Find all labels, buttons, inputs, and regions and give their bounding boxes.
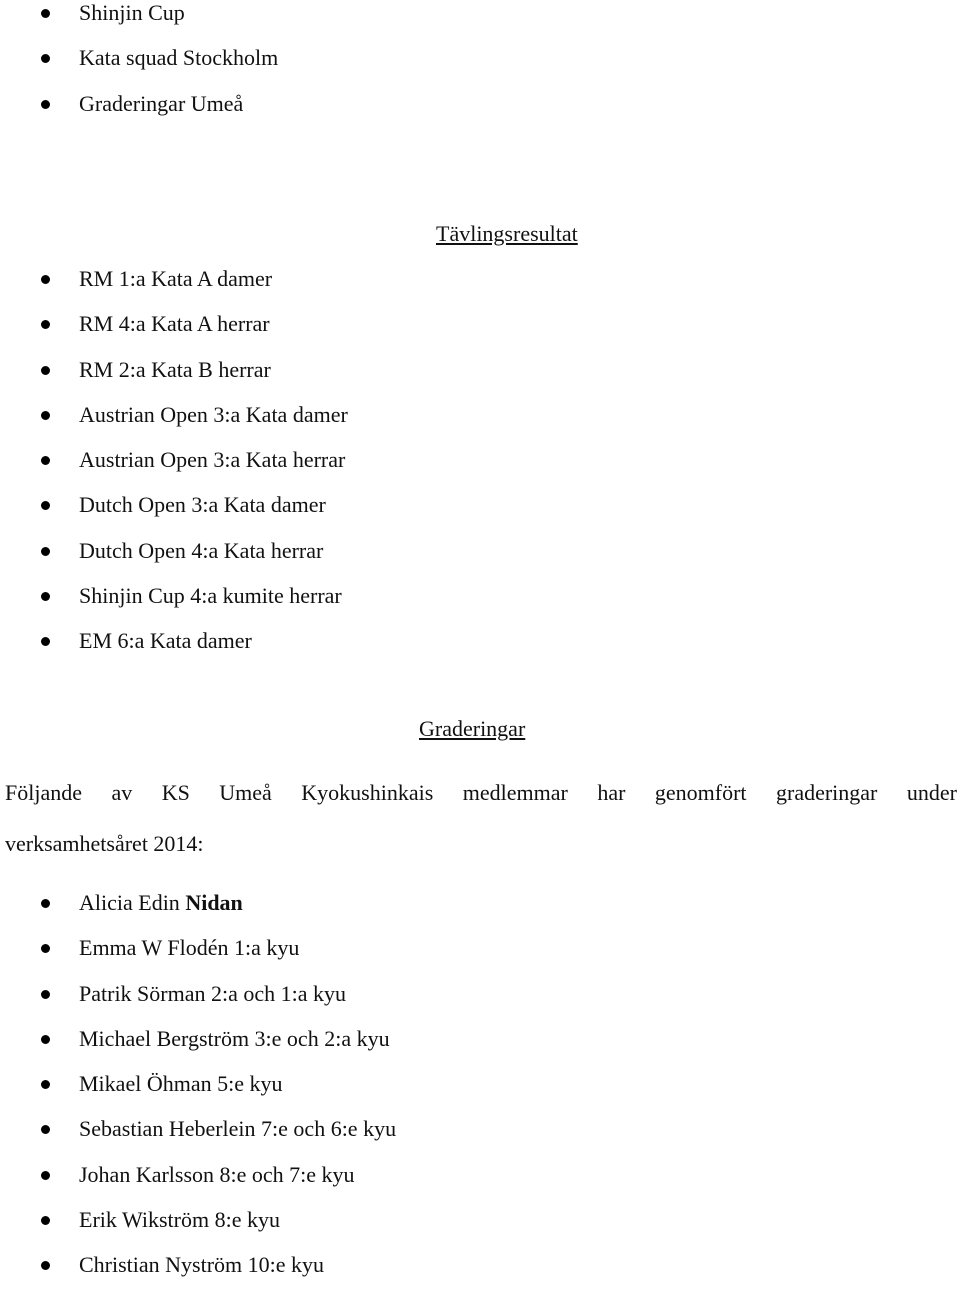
grades-intro [5,780,957,857]
list-item-text: RM 4:a Kata A herrar [79,311,270,337]
member-name: Michael Bergström 3:e och 2:a kyu [79,1025,390,1051]
grades-list [0,890,396,1298]
bullet-icon [41,501,50,510]
list-item [0,628,348,673]
intro-word: genomfört [654,780,747,805]
bullet-icon [41,275,50,284]
results-heading: Tävlingsresultat [436,221,578,246]
bullet-icon [41,411,50,420]
intro-word: Umeå [219,780,272,805]
bullet-icon [41,899,50,908]
intro-word: Kyokushinkais [301,780,434,805]
list-item-text: Austrian Open 3:a Kata herrar [79,447,346,473]
list-item [0,1252,396,1297]
list-item [0,583,348,628]
intro-line-1 [5,780,957,806]
bullet-icon [41,366,50,375]
list-item [0,357,348,402]
list-item [0,1071,396,1116]
list-item [0,1026,396,1071]
list-item-text: RM 1:a Kata A damer [79,266,273,291]
list-item [0,981,396,1026]
bullet-icon [41,9,50,18]
results-list [0,266,348,674]
list-item-text: Shinjin Cup 4:a kumite herrar [79,583,342,609]
bullet-icon [41,1080,50,1089]
intro-word: graderingar [776,780,878,805]
bullet-icon [41,456,50,465]
intro-line-2: verksamhetsåret 2014: [5,831,204,856]
member-name: Sebastian Heberlein 7:e och 6:e kyu [79,1116,397,1142]
list-item [0,45,278,90]
bullet-icon [41,54,50,63]
member-name: Mikael Öhman 5:e kyu [79,1071,283,1097]
bullet-icon [41,100,50,109]
list-item-text: Austrian Open 3:a Kata damer [79,401,348,427]
list-item-text: Kata squad Stockholm [79,45,279,71]
member-name: Erik Wikström 8:e kyu [79,1207,280,1233]
member-name: Alicia Edin [79,890,186,915]
intro-word: har [597,780,626,805]
list-item [0,402,348,447]
list-item [0,311,348,356]
bullet-icon [41,547,50,556]
list-item [0,266,348,311]
bullet-icon [41,1261,50,1270]
intro-word: av [111,780,133,805]
list-item [0,1207,396,1252]
member-name: Patrik Sörman 2:a och 1:a kyu [79,980,347,1006]
list-item [0,890,396,935]
bullet-icon [41,1125,50,1134]
member-name: Emma W Flodén 1:a kyu [79,935,300,961]
bullet-icon [41,990,50,999]
list-item [0,1116,396,1161]
intro-word: Följande [5,780,82,805]
list-item [0,492,348,537]
list-item-text: RM 2:a Kata B herrar [79,356,271,382]
grades-heading: Graderingar [419,716,526,741]
list-item-text: Dutch Open 4:a Kata herrar [79,537,324,563]
list-item-text: Shinjin Cup [79,0,185,25]
bullet-icon [41,1216,50,1225]
list-item-text: Dutch Open 3:a Kata damer [79,492,326,518]
member-grade: Nidan [185,890,243,915]
list-item-text: EM 6:a Kata damer [79,628,252,654]
intro-word: under [906,780,957,805]
list-item-text: Graderingar Umeå [79,90,244,116]
bullet-icon [41,944,50,953]
intro-word: KS [161,780,190,805]
list-item [0,935,396,980]
top-list [0,0,278,136]
bullet-icon [41,637,50,646]
member-name: Christian Nyström 10:e kyu [79,1252,325,1278]
bullet-icon [41,320,50,329]
list-item [0,91,278,136]
list-item [0,447,348,492]
list-item [0,1162,396,1207]
list-item [0,0,278,45]
bullet-icon [41,592,50,601]
member-name: Johan Karlsson 8:e och 7:e kyu [79,1161,355,1187]
bullet-icon [41,1035,50,1044]
bullet-icon [41,1171,50,1180]
intro-word: medlemmar [462,780,568,805]
list-item [0,538,348,583]
